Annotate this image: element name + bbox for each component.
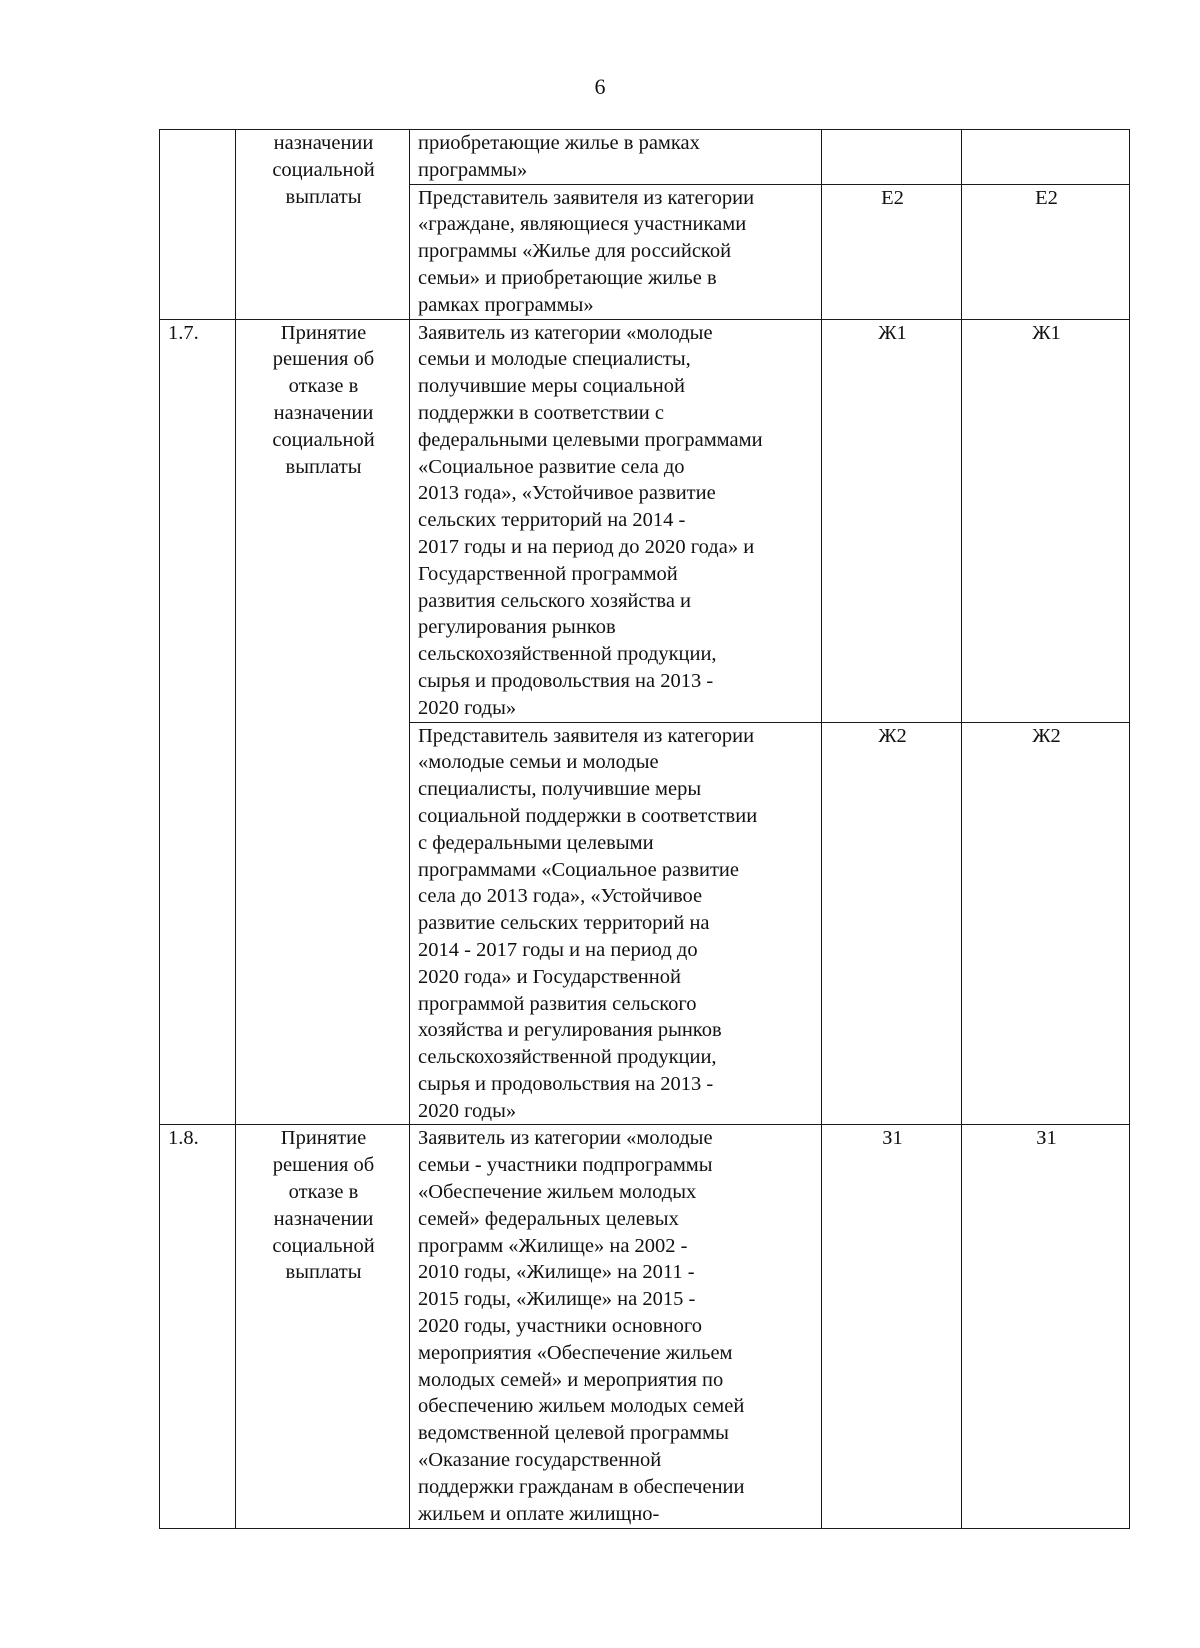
variant-code: З1 <box>1036 1127 1057 1150</box>
code-cell <box>822 1125 962 1529</box>
code-cell <box>822 130 962 185</box>
applicant-category: Заявитель из категории «молодые семьи - участники подпрограммы «Обеспечение жильем молодых семей» федеральных целевых программ «Жилище» на 2002 - 2010 годы, «Жилище» на 2011 - 2015 годы, «Жилище» на 2015 - 2020 годы, участники основного мероприятия «Обеспечение жильем молодых семей» и мероприятия по обеспечению жильем молодых семей ведомственной целевой программы «Оказание государственной поддержки гражданам в обеспечении жильем и оплате жилищно- <box>418 1127 745 1525</box>
code-cell <box>962 1125 1130 1529</box>
code-cell <box>822 184 962 319</box>
code-cell <box>822 722 962 1125</box>
code-cell <box>962 319 1130 722</box>
variant-code: Ж1 <box>1032 321 1061 344</box>
code-cell <box>962 130 1130 185</box>
table-row <box>160 319 1130 722</box>
variant-code: Ж2 <box>878 724 907 747</box>
variant-code: З1 <box>882 1127 903 1150</box>
table-row <box>160 130 1130 185</box>
variant-code: Е2 <box>881 186 904 209</box>
row-number: 1.8. <box>168 1127 199 1150</box>
applicant-category-cell <box>410 319 822 722</box>
code-cell <box>962 722 1130 1125</box>
applicant-category-cell <box>410 130 822 185</box>
row-number: 1.7. <box>168 321 199 344</box>
applicant-category-cell <box>410 184 822 319</box>
code-cell <box>822 319 962 722</box>
table-row <box>160 1125 1130 1529</box>
applicant-category-cell <box>410 722 822 1125</box>
service-name-cell <box>236 1125 410 1529</box>
applicant-category: Представитель заявителя из категории «молодые семьи и молодые специалисты, получившие меры социальной поддержки в соответствии с федеральными целевыми программами «Социальное развитие села до 2013 года», «Устойчивое развитие сельских территорий на 2014 - 2017 годы и на период до 2020 года» и Государственной программой развития сельского хозяйства и регулирования рынков сельскохозяйственной продукции, сырья и продовольствия на 2013 - 2020 годы» <box>418 724 758 1122</box>
code-cell <box>962 184 1130 319</box>
applicant-category-cell <box>410 1125 822 1529</box>
applicant-category: приобретающие жилье в рамках программы» <box>418 132 700 181</box>
services-table <box>159 129 1130 1529</box>
row-number-cell <box>160 1125 236 1529</box>
row-number-cell <box>160 130 236 320</box>
applicant-category: Заявитель из категории «молодые семьи и молодые специалисты, получившие меры социальной поддержки в соответствии с федеральными целевыми программами «Социальное развитие села до 2013 года», «Устойчивое развитие сельских территорий на 2014 - 2017 годы и на период до 2020 года» и Государственной программой развития сельского хозяйства и регулирования рынков сельскохозяйственной продукции, сырья и продовольствия на 2013 - 2020 годы» <box>418 321 763 719</box>
service-name: Принятие решения об отказе в назначении социальной выплаты <box>272 321 375 478</box>
applicant-category: Представитель заявителя из категории «граждане, являющиеся участниками программы «Жилье для российской семьи» и приобретающие жилье в рамках программы» <box>418 186 755 316</box>
variant-code: Ж2 <box>1032 724 1061 747</box>
service-name-cell <box>236 319 410 1125</box>
service-name-cell <box>236 130 410 320</box>
page-number: 6 <box>594 74 606 99</box>
row-number-cell <box>160 319 236 1125</box>
service-name: Принятие решения об отказе в назначении социальной выплаты <box>272 1127 375 1284</box>
variant-code: Е2 <box>1035 186 1058 209</box>
variant-code: Ж1 <box>878 321 907 344</box>
service-name: назначении социальной выплаты <box>272 132 375 208</box>
